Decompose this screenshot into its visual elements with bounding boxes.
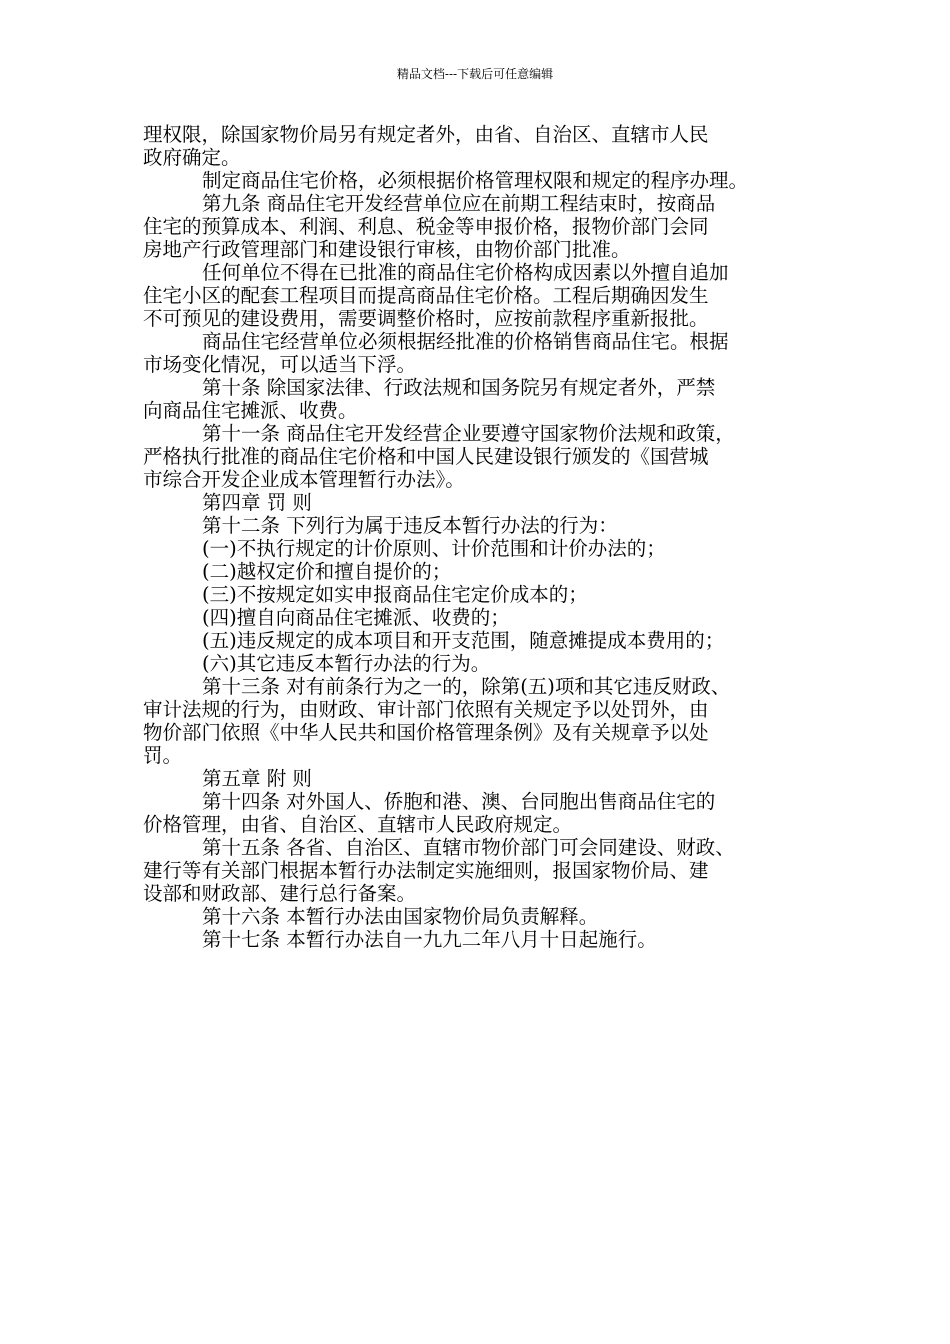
text-line: 任何单位不得在已批准的商品住宅价格构成因素以外擅自追加 — [202, 261, 729, 284]
text-line: 房地产行政管理部门和建设银行审核，由物价部门批准。 — [143, 238, 631, 261]
text-line: 物价部门依照《中华人民共和国价格管理条例》及有关规章予以处 — [143, 721, 709, 744]
text-line: 第五章 附 则 — [202, 767, 312, 790]
text-line: 罚。 — [143, 744, 183, 767]
text-line: (二)越权定价和擅自提价的； — [202, 560, 452, 583]
text-line: 严格执行批准的商品住宅价格和中国人民建设银行颁发的《国营城 — [143, 445, 709, 468]
text-line: 制定商品住宅价格，必须根据价格管理权限和规定的程序办理。 — [202, 169, 749, 192]
text-line: 住宅小区的配套工程项目而提高商品住宅价格。工程后期确因发生 — [143, 284, 709, 307]
text-line: 审计法规的行为，由财政、审计部门依照有关规定予以处罚外，由 — [143, 698, 709, 721]
text-line: 住宅的预算成本、利润、利息、税金等申报价格，报物价部门会同 — [143, 215, 709, 238]
text-line: 建行等有关部门根据本暂行办法制定实施细则，报国家物价局、建 — [143, 859, 709, 882]
text-line: 第十七条 本暂行办法自一九九二年八月十日起施行。 — [202, 928, 657, 951]
text-line: 第十四条 对外国人、侨胞和港、澳、台同胞出售商品住宅的 — [202, 790, 716, 813]
document-body — [143, 123, 823, 951]
text-line: (四)擅自向商品住宅摊派、收费的； — [202, 606, 510, 629]
text-line: 第十一条 商品住宅开发经营企业要遵守国家物价法规和政策， — [202, 422, 735, 445]
text-line: 价格管理，由省、自治区、直辖市人民政府规定。 — [143, 813, 573, 836]
text-line: 第十条 除国家法律、行政法规和国务院另有规定者外，严禁 — [202, 376, 716, 399]
text-line: 第十三条 对有前条行为之一的，除第(五)项和其它违反财政、 — [202, 675, 731, 698]
text-line: (一)不执行规定的计价原则、计价范围和计价办法的； — [202, 537, 666, 560]
text-line: (六)其它违反本暂行办法的行为。 — [202, 652, 491, 675]
text-line: 理权限，除国家物价局另有规定者外，由省、自治区、直辖市人民 — [143, 123, 709, 146]
text-line: 商品住宅经营单位必须根据经批准的价格销售商品住宅。根据 — [202, 330, 729, 353]
text-line: 第十五条 各省、自治区、直辖市物价部门可会同建设、财政、 — [202, 836, 735, 859]
text-line: 设部和财政部、建行总行备案。 — [143, 882, 417, 905]
text-line: 市综合开发企业成本管理暂行办法》。 — [143, 468, 465, 491]
text-line: (三)不按规定如实申报商品住宅定价成本的； — [202, 583, 588, 606]
text-line: 第九条 商品住宅开发经营单位应在前期工程结束时，按商品 — [202, 192, 716, 215]
text-line: 市场变化情况，可以适当下浮。 — [143, 353, 417, 376]
text-line: 第十六条 本暂行办法由国家物价局负责解释。 — [202, 905, 599, 928]
text-line: 不可预见的建设费用，需要调整价格时，应按前款程序重新报批。 — [143, 307, 709, 330]
text-line: 第四章 罚 则 — [202, 491, 312, 514]
text-line: (五)违反规定的成本项目和开支范围，随意摊提成本费用的； — [202, 629, 725, 652]
text-line: 向商品住宅摊派、收费。 — [143, 399, 358, 422]
text-line: 第十二条 下列行为属于违反本暂行办法的行为： — [202, 514, 618, 537]
text-line: 政府确定。 — [143, 146, 241, 169]
page-header: 精品文档---下载后可任意编辑 — [396, 67, 554, 81]
